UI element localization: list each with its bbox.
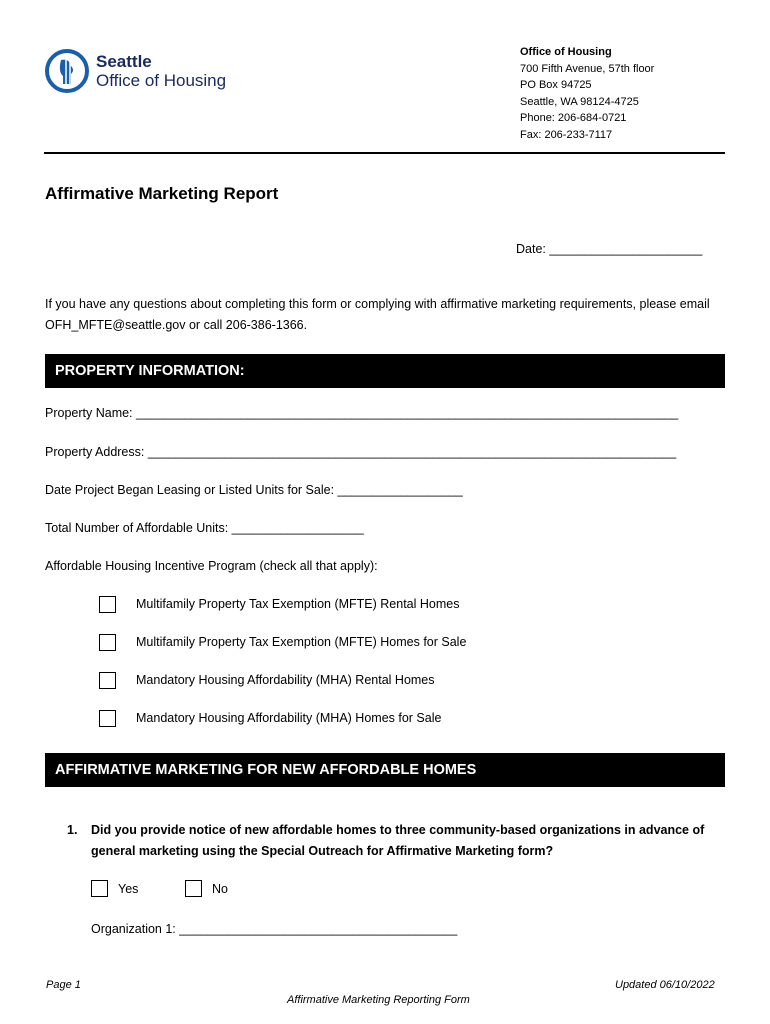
no-label: No [212, 882, 228, 896]
form-name: Affirmative Marketing Reporting Form [287, 994, 470, 1006]
program-option-label: Multifamily Property Tax Exemption (MFTE) Homes for Sale [136, 635, 467, 649]
program-option-label: Mandatory Housing Affordability (MHA) Homes for Sale [136, 711, 442, 725]
office-address-line2: PO Box 94725 [520, 79, 592, 91]
property-address-field[interactable]: Property Address: ____________________________________________________________________________ [45, 445, 677, 459]
date-field[interactable]: Date: ______________________ [516, 242, 703, 256]
intro-text: If you have any questions about completing this form or complying with affirmative marketing requirements, please email OFH_MFTE@seattle.gov or call 206-386-1366. [45, 297, 710, 332]
question-number: 1. [67, 823, 78, 837]
yes-label: Yes [118, 882, 139, 896]
checkbox[interactable] [99, 672, 116, 689]
property-section-heading: PROPERTY INFORMATION: [45, 354, 725, 388]
page-title: Affirmative Marketing Report [45, 184, 279, 203]
office-address-line1: 700 Fifth Avenue, 57th floor [520, 62, 655, 75]
checkbox[interactable] [99, 710, 116, 727]
question-text: Did you provide notice of new affordable homes to three community-based organizations in advance of general marketing using the Special Outreach for Affirmative Marketing form? [91, 823, 705, 858]
checkbox[interactable] [99, 596, 116, 613]
office-name: Office of Housing [520, 46, 612, 58]
office-phone: Phone: 206-684-0721 [520, 112, 627, 124]
no-checkbox[interactable] [185, 880, 202, 897]
seattle-logo [44, 48, 244, 96]
updated-date: Updated 06/10/2022 [615, 979, 715, 991]
header-divider [44, 152, 725, 154]
property-name-field[interactable]: Property Name: ______________________________________________________________________________ [45, 406, 679, 420]
date-began-field[interactable]: Date Project Began Leasing or Listed Units for Sale: __________________ [45, 483, 463, 497]
logo-city-name: Seattle [96, 52, 152, 71]
affirmative-section-heading: AFFIRMATIVE MARKETING FOR NEW AFFORDABLE HOMES [45, 753, 725, 787]
office-address-block [520, 44, 654, 143]
checkbox[interactable] [99, 634, 116, 651]
total-units-field[interactable]: Total Number of Affordable Units: ___________________ [45, 521, 364, 535]
office-city: Seattle, WA 98124-4725 [520, 95, 639, 108]
yes-checkbox[interactable] [91, 880, 108, 897]
program-option-label: Multifamily Property Tax Exemption (MFTE) Rental Homes [136, 597, 460, 611]
organization-1-field[interactable]: Organization 1: ________________________________________ [91, 922, 458, 936]
program-option-label: Mandatory Housing Affordability (MHA) Rental Homes [136, 673, 435, 687]
logo-office-name: Office of Housing [96, 71, 227, 90]
seattle-seal-icon [44, 48, 90, 94]
page-number: Page 1 [46, 979, 81, 991]
office-fax: Fax: 206-233-7117 [520, 128, 613, 141]
program-label: Affordable Housing Incentive Program (check all that apply): [45, 559, 378, 573]
